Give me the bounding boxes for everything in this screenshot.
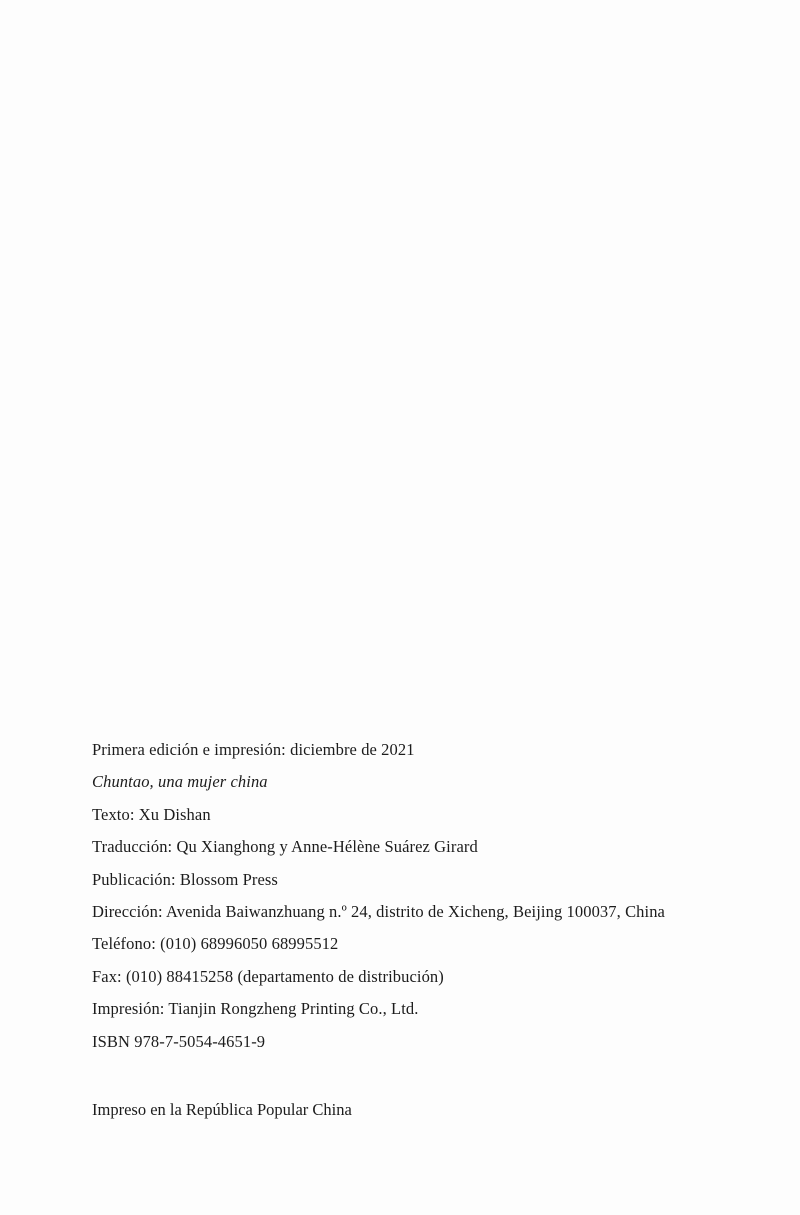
colophon-block	[92, 738, 772, 1062]
author-line: Texto: Xu Dishan	[92, 804, 211, 824]
book-title: Chuntao, una mujer china	[92, 772, 268, 792]
phone-line: Teléfono: (010) 68996050 68995512	[92, 934, 339, 954]
publisher-line: Publicación: Blossom Press	[92, 869, 278, 889]
translation-line: Traducción: Qu Xianghong y Anne-Hélène Suárez Girard	[92, 837, 478, 857]
address-line: Dirección: Avenida Baiwanzhuang n.º 24, distrito de Xicheng, Beijing 100037, China	[92, 901, 665, 921]
isbn-line: ISBN 978-7-5054-4651-9	[92, 1031, 266, 1051]
fax-line: Fax: (010) 88415258 (departamento de distribución)	[92, 966, 444, 986]
printed-in-line: Impreso en la República Popular China	[92, 1100, 352, 1119]
edition-line: Primera edición e impresión: diciembre de 2021	[92, 740, 415, 759]
printing-line: Impresión: Tianjin Rongzheng Printing Co., Ltd.	[92, 999, 419, 1019]
